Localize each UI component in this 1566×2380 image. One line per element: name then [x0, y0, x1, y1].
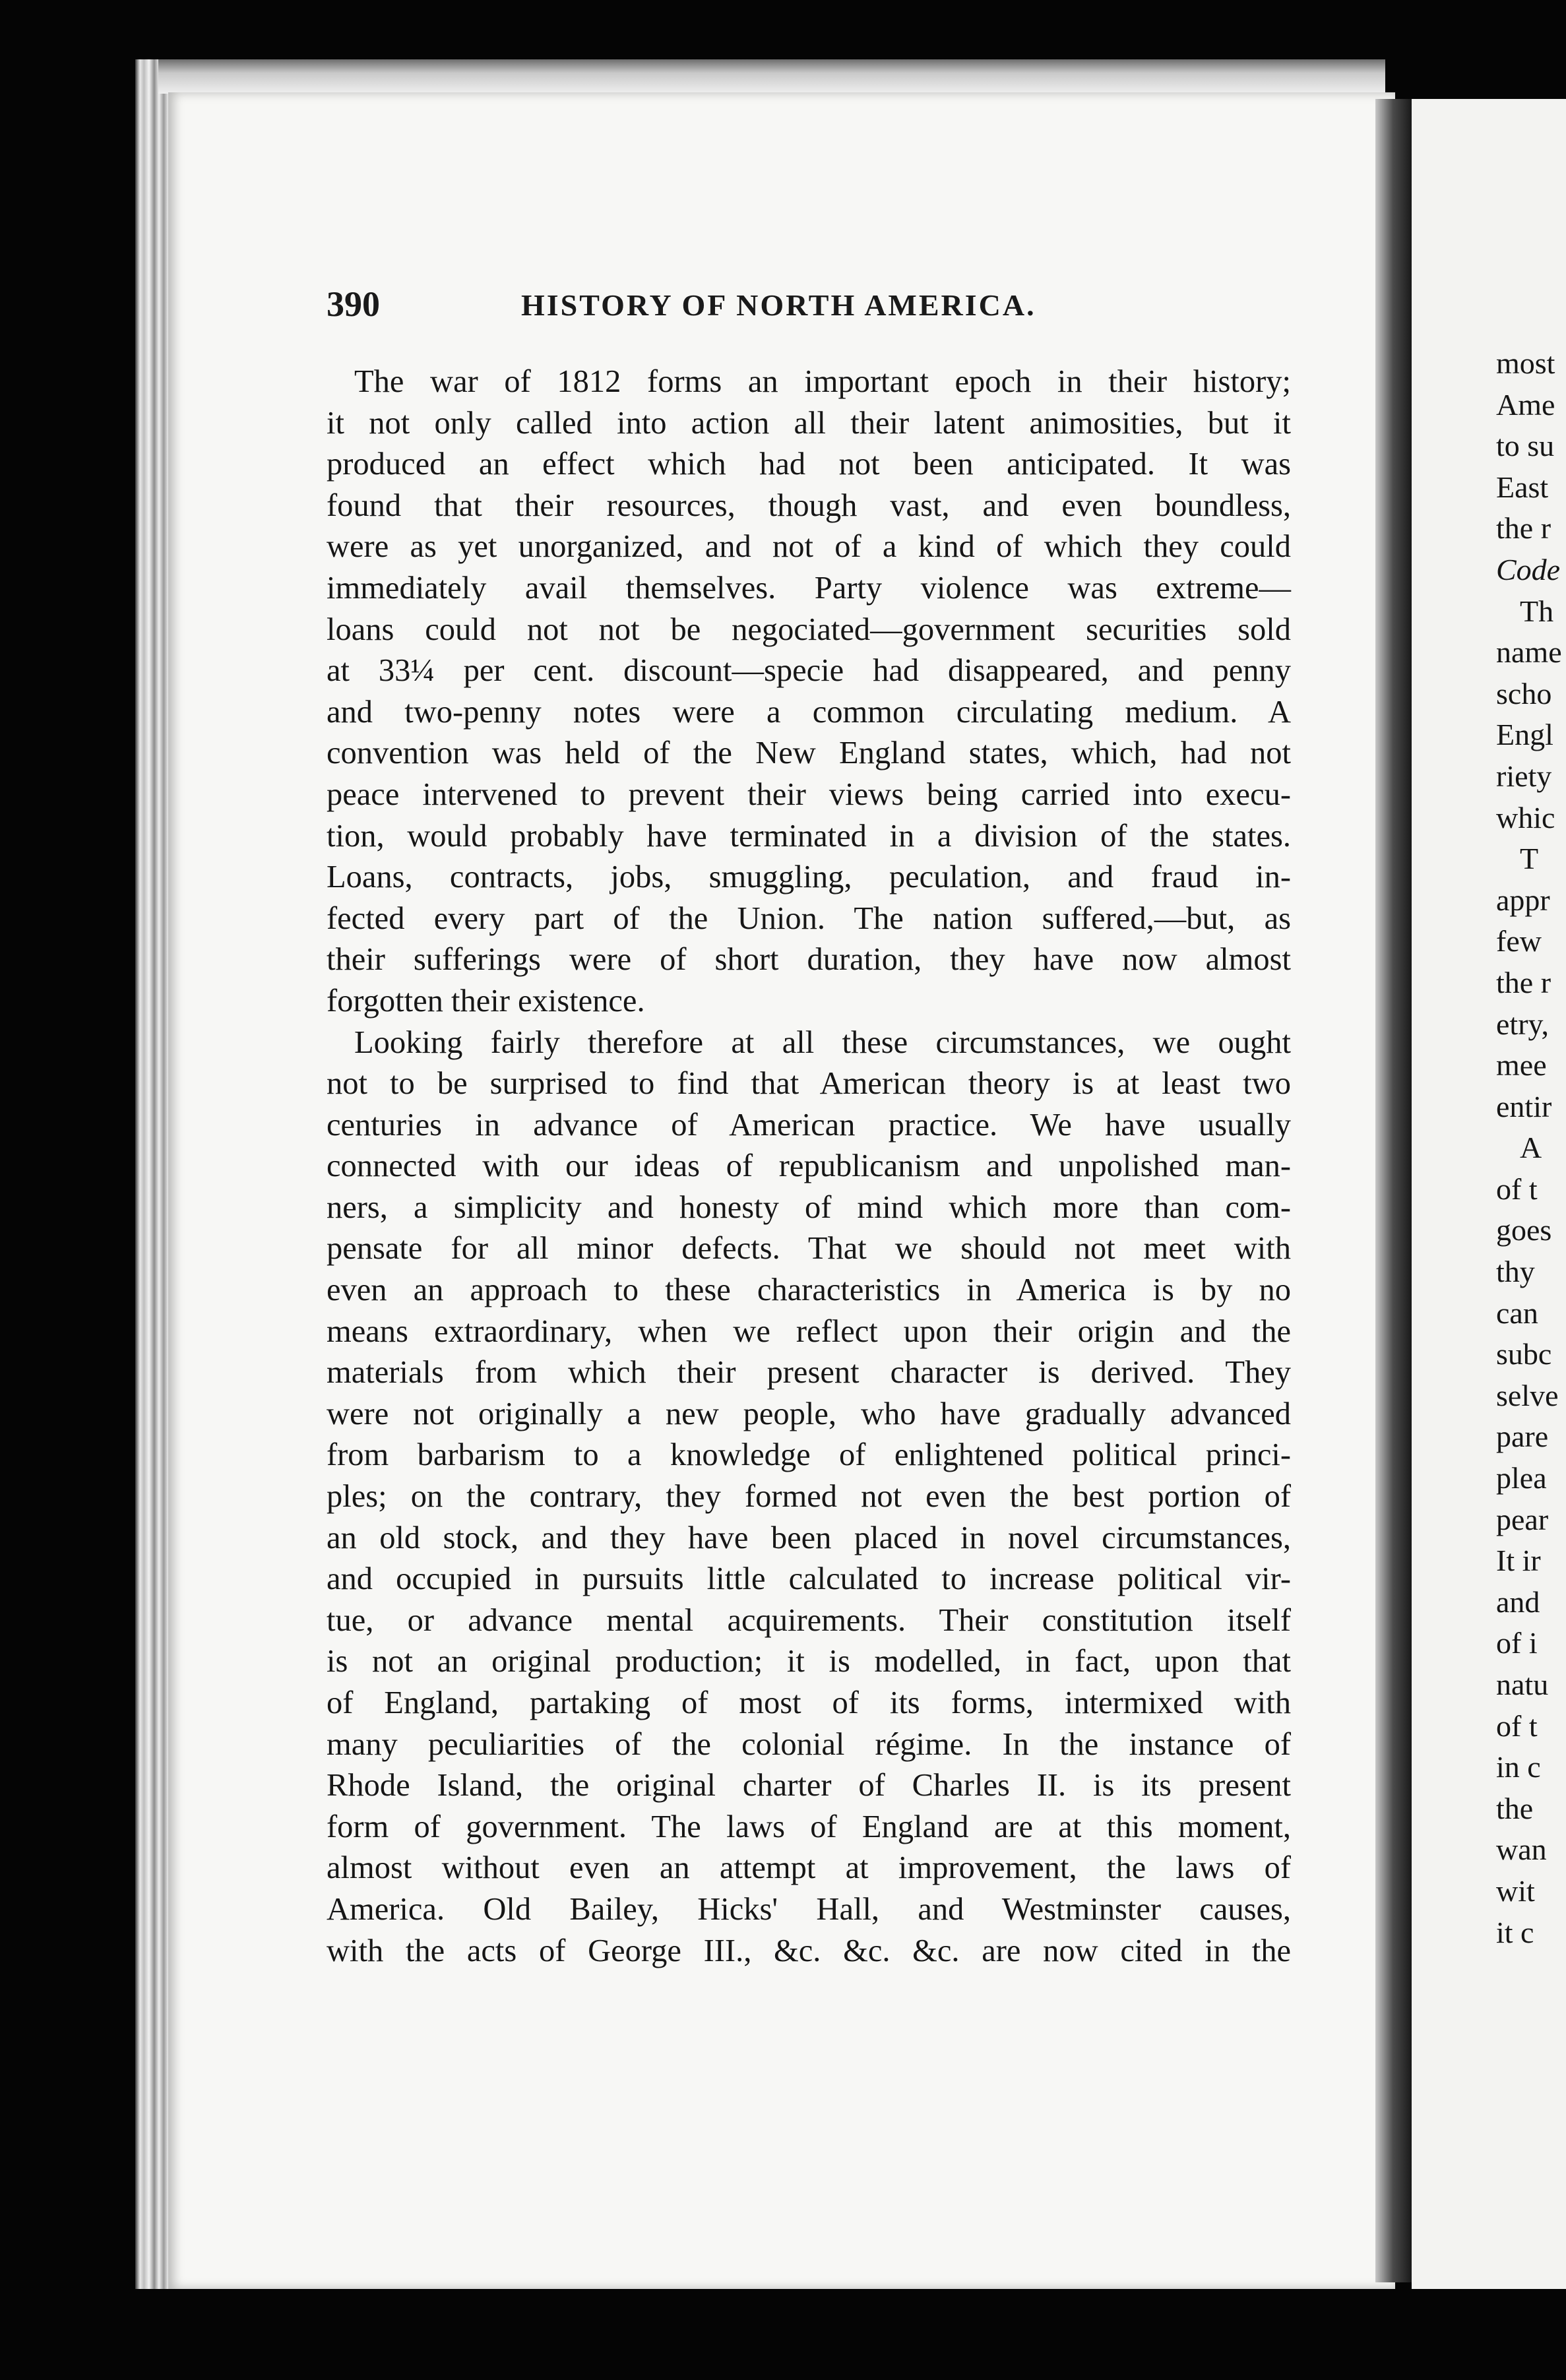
text-line: it not only called into action all their latent animosities, but it [327, 405, 1291, 441]
partial-text-line: T [1520, 842, 1539, 876]
text-line: were as yet unorganized, and not of a kind of which they could [327, 529, 1291, 565]
partial-text-line: in c [1496, 1750, 1541, 1784]
partial-text-line: Code [1496, 552, 1561, 586]
text-line: forgotten their existence. [327, 983, 645, 1018]
text-line: even an approach to these characteristics in America is by no [327, 1272, 1291, 1308]
partial-text-line: plea [1496, 1461, 1547, 1495]
text-line: immediately avail themselves. Party violence was extreme— [327, 570, 1291, 606]
text-line: centuries in advance of American practice. We have usually [327, 1107, 1291, 1143]
partial-text-line: whic [1496, 800, 1555, 834]
running-head [327, 284, 1296, 336]
partial-text-line: the r [1496, 965, 1551, 999]
partial-text-line: East [1496, 470, 1549, 504]
text-line: an old stock, and they have been placed in novel circumstances, [327, 1520, 1291, 1555]
partial-text-line: Ame [1496, 387, 1555, 422]
partial-text-line: scho [1496, 676, 1552, 710]
partial-text-line: entir [1496, 1089, 1552, 1123]
partial-text-line: few [1496, 924, 1542, 958]
text-line: tion, would probably have terminated in a division of the states. [327, 818, 1291, 854]
text-line: ners, a simplicity and honesty of mind which more than com- [327, 1189, 1291, 1225]
partial-text-line: goes [1496, 1213, 1552, 1247]
partial-text-line: pear [1496, 1502, 1549, 1536]
text-line: at 33¼ per cent. discount—specie had disappeared, and penny [327, 653, 1291, 689]
partial-text-line: most [1496, 346, 1555, 380]
text-line: were not originally a new people, who have gradually advanced [327, 1396, 1291, 1431]
text-line: and occupied in pursuits little calculated to increase political vir- [327, 1561, 1291, 1597]
text-line: Rhode Island, the original charter of Charles II. is its present [327, 1768, 1291, 1803]
partial-text-line: the r [1496, 511, 1551, 546]
text-line: loans could not not be negociated—government securities sold [327, 611, 1291, 647]
text-line: ples; on the contrary, they formed not even the best portion of [327, 1479, 1291, 1515]
text-line: found that their resources, though vast, and even boundless, [327, 487, 1291, 523]
page-number: 390 [327, 284, 380, 324]
partial-text-line: pare [1496, 1420, 1549, 1454]
text-line: produced an effect which had not been anticipated. It was [327, 447, 1291, 482]
partial-text-line: to su [1496, 429, 1555, 463]
text-line: connected with our ideas of republicanism and unpolished man- [327, 1148, 1291, 1184]
text-line: and two-penny notes were a common circulating medium. A [327, 694, 1291, 730]
partial-text-line: it c [1496, 1915, 1534, 1949]
right-page-partial-text [1496, 343, 1566, 1953]
partial-text-line: and [1496, 1584, 1540, 1619]
partial-text-line: A [1520, 1131, 1542, 1165]
text-line: from barbarism to a knowledge of enlightened political princi- [327, 1437, 1291, 1473]
text-line: The war of 1812 forms an important epoch in their history; [354, 364, 1291, 399]
text-line: peace intervened to prevent their views being carried into execu- [327, 776, 1291, 812]
partial-text-line: etry, [1496, 1007, 1550, 1041]
book-gutter [1375, 99, 1415, 2282]
text-line: Loans, contracts, jobs, smuggling, peculation, and fraud in- [327, 860, 1291, 895]
partial-text-line: riety [1496, 759, 1552, 793]
text-line: tue, or advance mental acquirements. Their constitution itself [327, 1602, 1291, 1638]
partial-text-line: Engl [1496, 718, 1553, 752]
partial-text-line: of t [1496, 1172, 1538, 1206]
text-line: America. Old Bailey, Hicks' Hall, and Westminster causes, [327, 1891, 1291, 1927]
text-line: with the acts of George III., &c. &c. &c. are now cited in the [327, 1933, 1291, 1968]
partial-text-line: wit [1496, 1873, 1535, 1908]
page-top-shadow [158, 59, 1385, 94]
partial-text-line: selve [1496, 1378, 1559, 1412]
text-line: their sufferings were of short duration, they have now almost [327, 942, 1291, 978]
left-page-body-text [327, 361, 1291, 1972]
partial-text-line: of i [1496, 1626, 1538, 1660]
partial-text-line: It ir [1496, 1544, 1541, 1578]
partial-text-line: natu [1496, 1668, 1549, 1701]
partial-text-line: of t [1496, 1708, 1538, 1743]
text-line: of England, partaking of most of its forms, intermixed with [327, 1685, 1291, 1720]
text-line: not to be surprised to find that American theory is at least two [327, 1066, 1291, 1102]
text-line: materials from which their present character is derived. They [327, 1355, 1291, 1391]
page-heading: HISTORY OF NORTH AMERICA. [521, 288, 1036, 322]
partial-text-line: mee [1496, 1048, 1547, 1082]
text-line: pensate for all minor defects. That we should not meet with [327, 1231, 1291, 1267]
text-line: convention was held of the New England states, which, had not [327, 736, 1291, 771]
text-line: is not an original production; it is modelled, in fact, upon that [327, 1644, 1291, 1679]
partial-text-line: can [1496, 1296, 1538, 1330]
partial-text-line: Th [1520, 594, 1554, 628]
text-line: fected every part of the Union. The nation suffered,—but, as [327, 900, 1291, 936]
text-line: form of government. The laws of England are at this moment, [327, 1809, 1291, 1844]
partial-text-line: thy [1496, 1255, 1535, 1289]
text-line: Looking fairly therefore at all these circumstances, we ought [354, 1024, 1291, 1060]
partial-text-line: the [1496, 1791, 1534, 1825]
partial-text-line: appr [1496, 883, 1550, 917]
partial-text-line: subc [1496, 1337, 1552, 1371]
text-line: almost without even an attempt at improvement, the laws of [327, 1850, 1291, 1886]
text-line: many peculiarities of the colonial régime. In the instance of [327, 1726, 1291, 1762]
partial-text-line: name [1496, 635, 1562, 670]
partial-text-line: wan [1496, 1832, 1547, 1867]
text-line: means extraordinary, when we reflect upon their origin and the [327, 1313, 1291, 1349]
